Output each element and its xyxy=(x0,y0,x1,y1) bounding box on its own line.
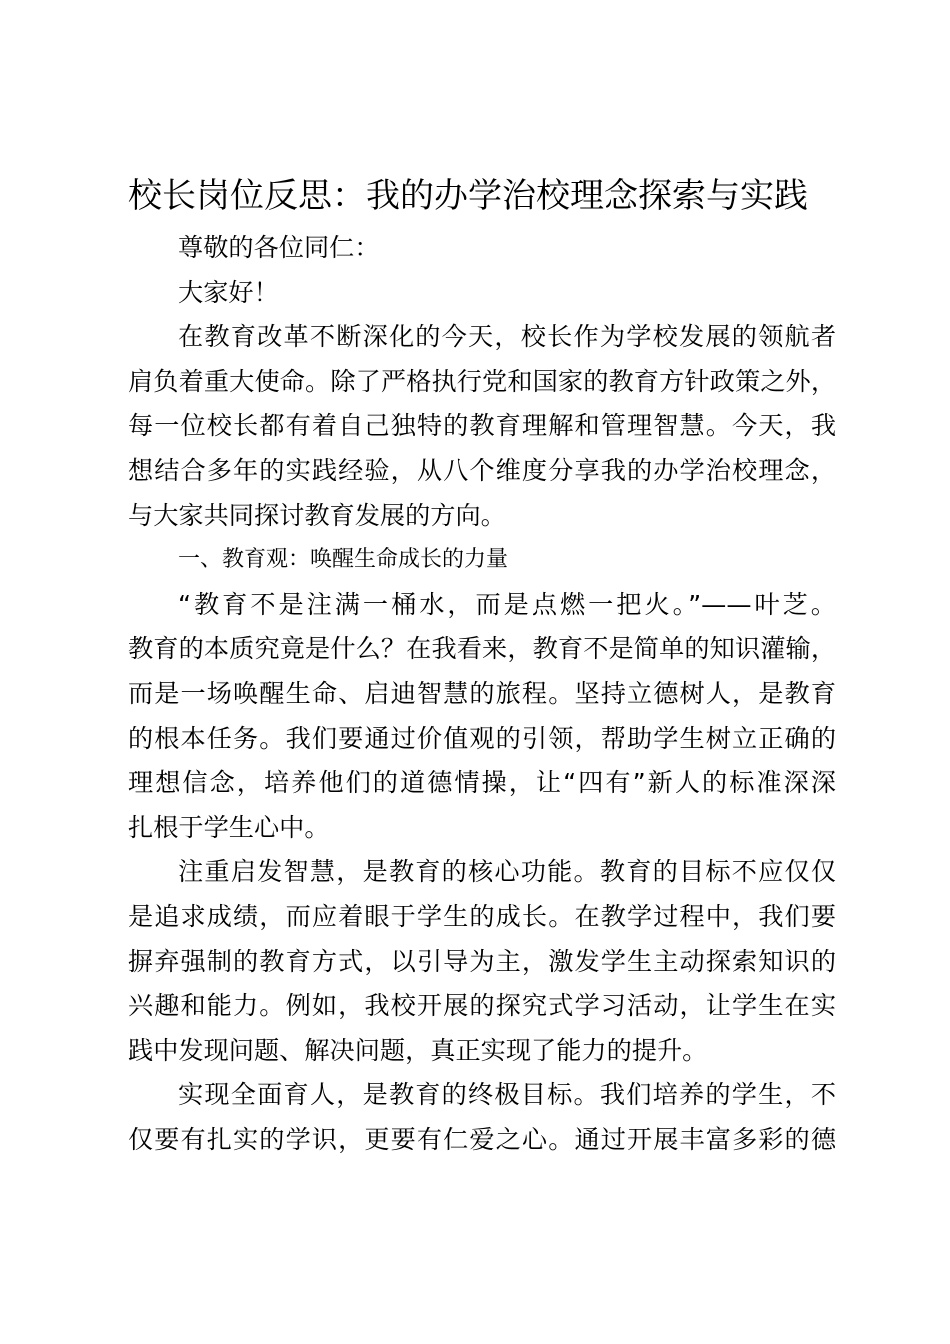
section-heading-line: 一、教育观：唤醒生命成长的力量 xyxy=(178,547,509,573)
paragraph-line: 而是一场唤醒生命、启迪智慧的旅程。坚持立德树人，是教育 xyxy=(128,678,836,708)
paragraph-line: 摒弃强制的教育方式，以引导为主，激发学生主动探索知识的 xyxy=(128,946,836,976)
document-body xyxy=(128,226,836,1162)
paragraph-line: 大家好！ xyxy=(178,277,279,307)
paragraph-line: 践中发现问题、解决问题，真正实现了能力的提升。 xyxy=(128,1035,708,1065)
paragraph-line: 在教育改革不断深化的今天，校长作为学校发展的领航者 xyxy=(178,322,836,352)
paragraph-line: 想结合多年的实践经验，从八个维度分享我的办学治校理念， xyxy=(128,455,836,485)
paragraph-line: “教育不是注满一桶水，而是点燃一把火。”——叶芝。 xyxy=(178,589,836,619)
document-title: 校长岗位反思：我的办学治校理念探索与实践 xyxy=(128,176,808,216)
paragraph-line: 注重启发智慧，是教育的核心功能。教育的目标不应仅仅 xyxy=(178,857,836,887)
paragraph-line: 的根本任务。我们要通过价值观的引领，帮助学生树立正确的 xyxy=(128,723,836,753)
paragraph-line: 肩负着重大使命。除了严格执行党和国家的教育方针政策之外， xyxy=(128,366,836,396)
paragraph-line: 实现全面育人，是教育的终极目标。我们培养的学生，不 xyxy=(178,1080,836,1110)
paragraph-line: 兴趣和能力。例如，我校开展的探究式学习活动，让学生在实 xyxy=(128,991,836,1021)
paragraph-line: 仅要有扎实的学识，更要有仁爱之心。通过开展丰富多彩的德 xyxy=(128,1124,836,1154)
paragraph-line: 与大家共同探讨教育发展的方向。 xyxy=(128,500,506,530)
paragraph-line: 理想信念，培养他们的道德情操，让“四有”新人的标准深深 xyxy=(128,768,836,798)
paragraph-line: 是追求成绩，而应着眼于学生的成长。在教学过程中，我们要 xyxy=(128,901,836,931)
paragraph-line: 尊敬的各位同仁： xyxy=(178,233,380,262)
paragraph-line: 教育的本质究竟是什么？在我看来，教育不是简单的知识灌输， xyxy=(128,634,836,664)
paragraph-line: 每一位校长都有着自己独特的教育理解和管理智慧。今天，我 xyxy=(128,411,836,441)
paragraph-line: 扎根于学生心中。 xyxy=(128,812,330,842)
